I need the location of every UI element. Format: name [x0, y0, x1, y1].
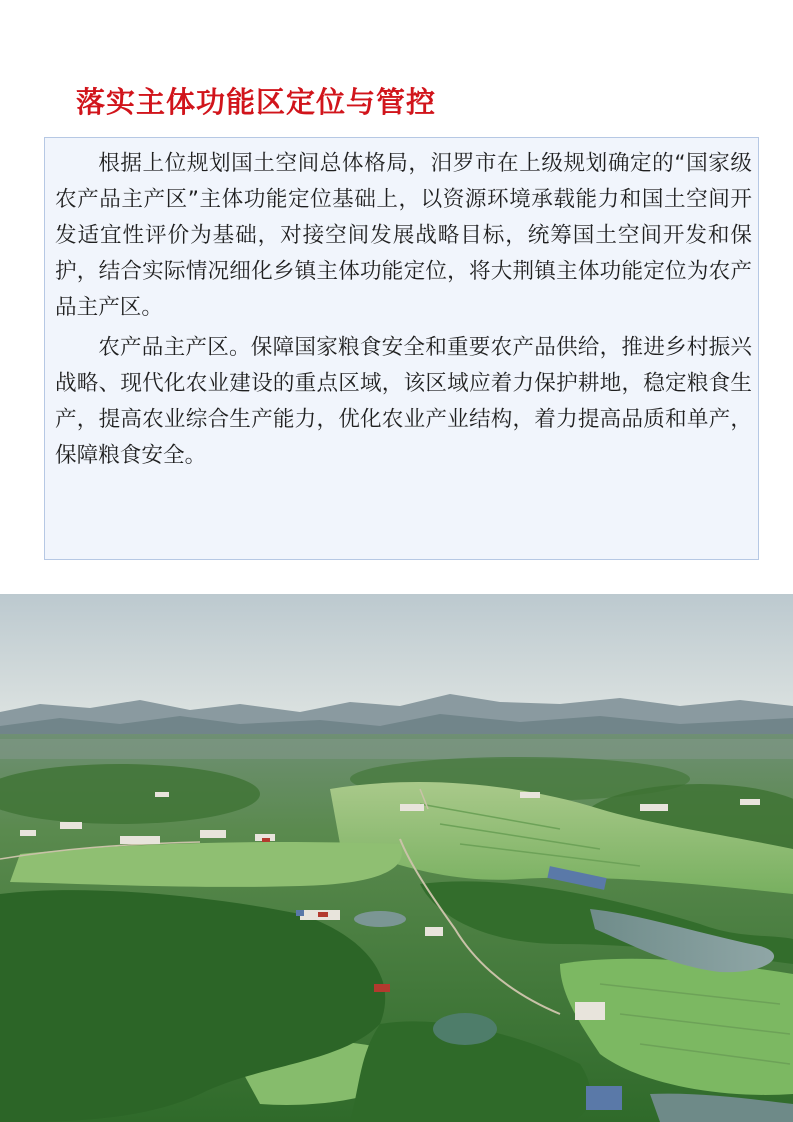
text-panel	[44, 137, 759, 560]
aerial-landscape-photo	[0, 594, 793, 1122]
paragraph-agri-zone: 农产品主产区。保障国家粮食安全和重要农产品供给，推进乡村振兴战略、现代化农业建设的重点区域，该区域应着力保护耕地，稳定粮食生产，提高农业综合生产能力，优化农业产业结构，着力提高品质和单产，保障粮食安全。	[55, 335, 752, 468]
paragraph-main-function: 根据上位规划国土空间总体格局，汨罗市在上级规划确定的“国家级农产品主产区”主体功能定位基础上，以资源环境承载能力和国土空间开发适宜性评价为基础，对接空间发展战略目标，统筹国土空间开发和保护，结合实际情况细化乡镇主体功能定位，将大荆镇主体功能定位为农产品主产区。	[55, 151, 752, 320]
page-title: 落实主体功能区定位与管控	[76, 85, 437, 119]
